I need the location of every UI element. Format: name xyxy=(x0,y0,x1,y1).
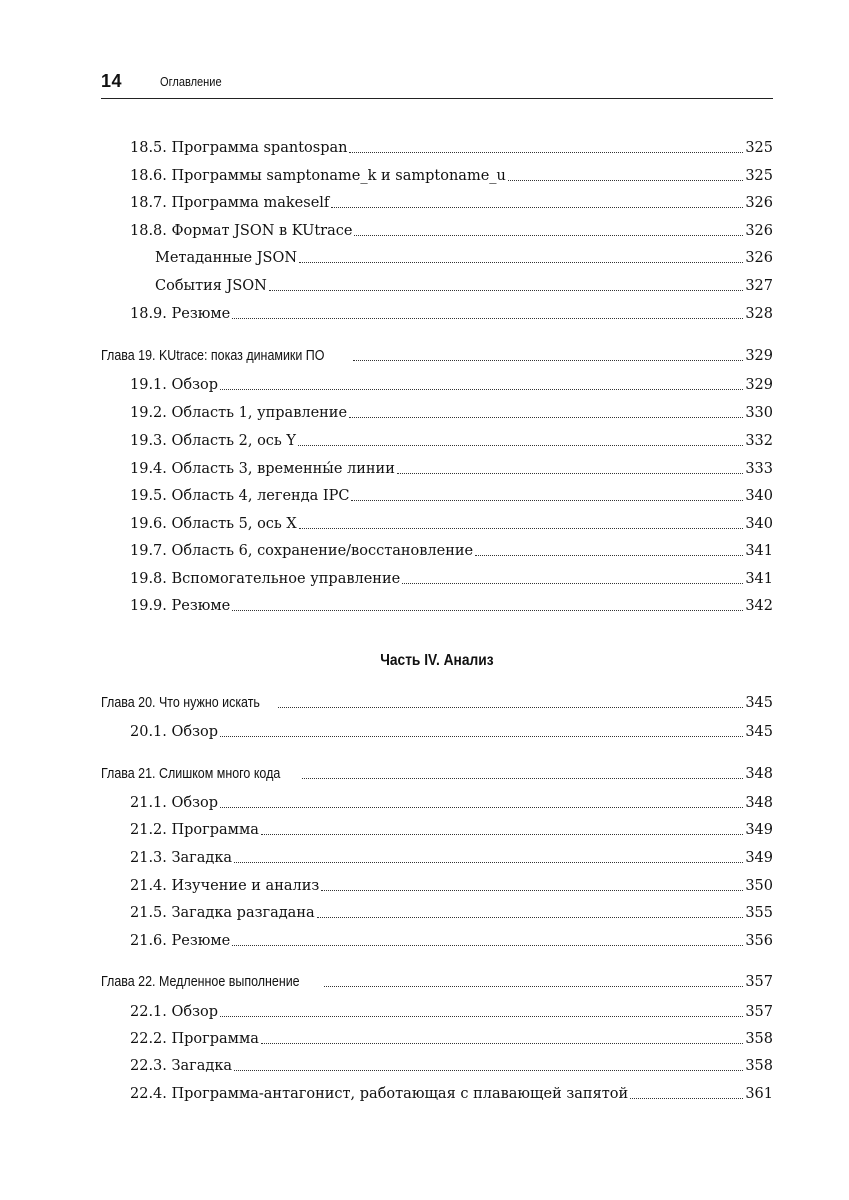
dot-leader xyxy=(324,986,743,987)
toc-entry-title: 18.6. Программы samptoname_k и samptoname_u xyxy=(130,168,506,184)
dot-leader xyxy=(302,778,744,779)
dot-leader xyxy=(351,500,743,501)
toc-entry[interactable] xyxy=(101,929,773,951)
dot-leader xyxy=(317,917,744,918)
dot-leader xyxy=(354,235,743,236)
toc-page-number: 329 xyxy=(745,348,773,364)
toc-entry-title: 21.3. Загадка xyxy=(130,850,233,866)
toc-entry[interactable] xyxy=(101,401,773,423)
dot-leader xyxy=(220,736,743,737)
dot-leader xyxy=(234,1070,743,1071)
dot-leader xyxy=(234,862,743,863)
toc-entry-title: 22.3. Загадка xyxy=(130,1058,233,1074)
toc-page-number: 349 xyxy=(745,822,773,838)
dot-leader xyxy=(349,417,743,418)
dot-leader xyxy=(220,389,743,390)
toc-entry-title: 22.2. Программа xyxy=(130,1031,259,1047)
toc-entry-title: 19.7. Область 6, сохранение/восстановление xyxy=(130,543,474,559)
toc-entry[interactable] xyxy=(101,1027,773,1049)
toc-entry-title: 19.3. Область 2, ось Y xyxy=(130,433,296,449)
toc-entry[interactable] xyxy=(101,246,773,268)
toc-entry-title: 18.7. Программа makeself xyxy=(130,195,330,211)
toc-entry-title: 20.1. Обзор xyxy=(130,724,219,740)
part-title: Часть IV. Анализ xyxy=(380,652,494,669)
toc-chapter-entry[interactable] xyxy=(101,970,773,992)
toc-entry[interactable] xyxy=(101,219,773,241)
toc-entry[interactable] xyxy=(101,818,773,840)
toc-entry[interactable] xyxy=(101,484,773,506)
toc-page-number: 329 xyxy=(745,377,773,393)
toc-page-number: 349 xyxy=(745,850,773,866)
toc-page-number: 325 xyxy=(745,168,773,184)
toc-entry[interactable] xyxy=(101,191,773,213)
toc-page-number: 327 xyxy=(745,278,773,294)
dot-leader xyxy=(630,1098,743,1099)
toc-entry[interactable] xyxy=(101,373,773,395)
dot-leader xyxy=(349,152,743,153)
toc-page-number: 333 xyxy=(745,461,773,477)
dot-leader xyxy=(261,1043,743,1044)
toc-page-number: 342 xyxy=(745,598,773,614)
toc-page-number: 348 xyxy=(745,795,773,811)
dot-leader xyxy=(232,610,743,611)
page-header xyxy=(101,70,773,99)
toc-entry[interactable] xyxy=(101,901,773,923)
dot-leader xyxy=(353,360,743,361)
toc-entry-title: Глава 21. Слишком много кода xyxy=(101,766,281,782)
dot-leader xyxy=(261,834,743,835)
toc-page-number: 361 xyxy=(745,1086,773,1102)
page-number: 14 xyxy=(101,71,123,91)
toc-entry[interactable] xyxy=(101,846,773,868)
dot-leader xyxy=(475,555,743,556)
dot-leader xyxy=(232,945,743,946)
toc-page-number: 356 xyxy=(745,933,773,949)
toc-page-number: 332 xyxy=(745,433,773,449)
dot-leader xyxy=(508,180,743,181)
dot-leader xyxy=(299,528,744,529)
toc-entry-title: 18.9. Резюме xyxy=(130,306,231,322)
toc-page-number: 357 xyxy=(745,974,773,990)
toc-page-number: 340 xyxy=(745,488,773,504)
dot-leader xyxy=(220,807,743,808)
toc-entry[interactable] xyxy=(101,874,773,896)
dot-leader xyxy=(232,318,743,319)
toc-entry[interactable] xyxy=(101,720,773,742)
toc-entry[interactable] xyxy=(101,567,773,589)
toc-entry[interactable] xyxy=(101,594,773,616)
toc-entry-title: Глава 22. Медленное выполнение xyxy=(101,974,300,990)
toc-chapter-entry[interactable] xyxy=(101,344,773,366)
toc-page-number: 326 xyxy=(745,195,773,211)
toc-entry-title: 21.2. Программа xyxy=(130,822,259,838)
dot-leader xyxy=(278,707,744,708)
dot-leader xyxy=(321,890,743,891)
dot-leader xyxy=(331,207,743,208)
toc-page-number: 345 xyxy=(745,695,773,711)
toc-entry[interactable] xyxy=(101,457,773,479)
toc-entry-title: 18.5. Программа spantospan xyxy=(130,140,348,156)
toc-entry-title: 21.6. Резюме xyxy=(130,933,231,949)
toc-chapter-entry[interactable] xyxy=(101,691,773,713)
toc-entry-title: Глава 19. KUtrace: показ динамики ПО xyxy=(101,348,325,364)
toc-entry[interactable] xyxy=(101,274,773,296)
toc-entry-title: 22.4. Программа-антагонист, работающая с плавающей запятой xyxy=(130,1086,629,1102)
toc-entry-title: 19.8. Вспомогательное управление xyxy=(130,571,401,587)
toc-entry-title: 22.1. Обзор xyxy=(130,1004,219,1020)
toc-entry[interactable] xyxy=(101,1082,773,1104)
toc-page-number: 328 xyxy=(745,306,773,322)
running-title: Оглавление xyxy=(160,74,222,89)
toc-page-number: 326 xyxy=(745,223,773,239)
toc-entry[interactable] xyxy=(101,1000,773,1022)
toc-entry-title: 19.5. Область 4, легенда IPC xyxy=(130,488,350,504)
toc-entry-title: 21.5. Загадка разгадана xyxy=(130,905,315,921)
toc-entry-title: 19.2. Область 1, управление xyxy=(130,405,348,421)
toc-page-number: 358 xyxy=(745,1058,773,1074)
toc-entry[interactable] xyxy=(101,791,773,813)
toc-page-number: 326 xyxy=(745,250,773,266)
toc-entry-title: Глава 20. Что нужно искать xyxy=(101,695,260,711)
toc-page-number: 325 xyxy=(745,140,773,156)
dot-leader xyxy=(220,1016,743,1017)
toc-entry[interactable] xyxy=(101,136,773,158)
dot-leader xyxy=(298,445,743,446)
toc-chapter-entry[interactable] xyxy=(101,762,773,784)
toc-entry[interactable] xyxy=(101,539,773,561)
toc-entry[interactable] xyxy=(101,429,773,451)
toc-entry-title: События JSON xyxy=(155,278,267,294)
toc-entry[interactable] xyxy=(101,302,773,324)
toc-entry-title: Метаданные JSON xyxy=(155,250,298,266)
toc-entry[interactable] xyxy=(101,164,773,186)
toc-page-number: 341 xyxy=(745,543,773,559)
toc-entry[interactable] xyxy=(101,512,773,534)
dot-leader xyxy=(402,583,743,584)
toc-page-number: 357 xyxy=(745,1004,773,1020)
toc-entry-title: 21.4. Изучение и анализ xyxy=(130,878,320,894)
dot-leader xyxy=(397,473,743,474)
toc-page-number: 330 xyxy=(745,405,773,421)
toc-entry-title: 18.8. Формат JSON в KUtrace xyxy=(130,223,353,239)
toc-entry[interactable] xyxy=(101,1054,773,1076)
toc-entry-title: 21.1. Обзор xyxy=(130,795,219,811)
toc-page-number: 350 xyxy=(745,878,773,894)
toc-page-number: 358 xyxy=(745,1031,773,1047)
toc-entry-title: 19.4. Область 3, временны́е линии xyxy=(130,461,395,477)
toc-page-number: 340 xyxy=(745,516,773,532)
toc-page-number: 355 xyxy=(745,905,773,921)
toc-page-number: 341 xyxy=(745,571,773,587)
toc-entry-title: 19.6. Область 5, ось X xyxy=(130,516,297,532)
toc-entry-title: 19.9. Резюме xyxy=(130,598,231,614)
toc-page-number: 345 xyxy=(745,724,773,740)
toc-page-number: 348 xyxy=(745,766,773,782)
dot-leader xyxy=(269,290,743,291)
toc-entry-title: 19.1. Обзор xyxy=(130,377,219,393)
dot-leader xyxy=(299,262,743,263)
